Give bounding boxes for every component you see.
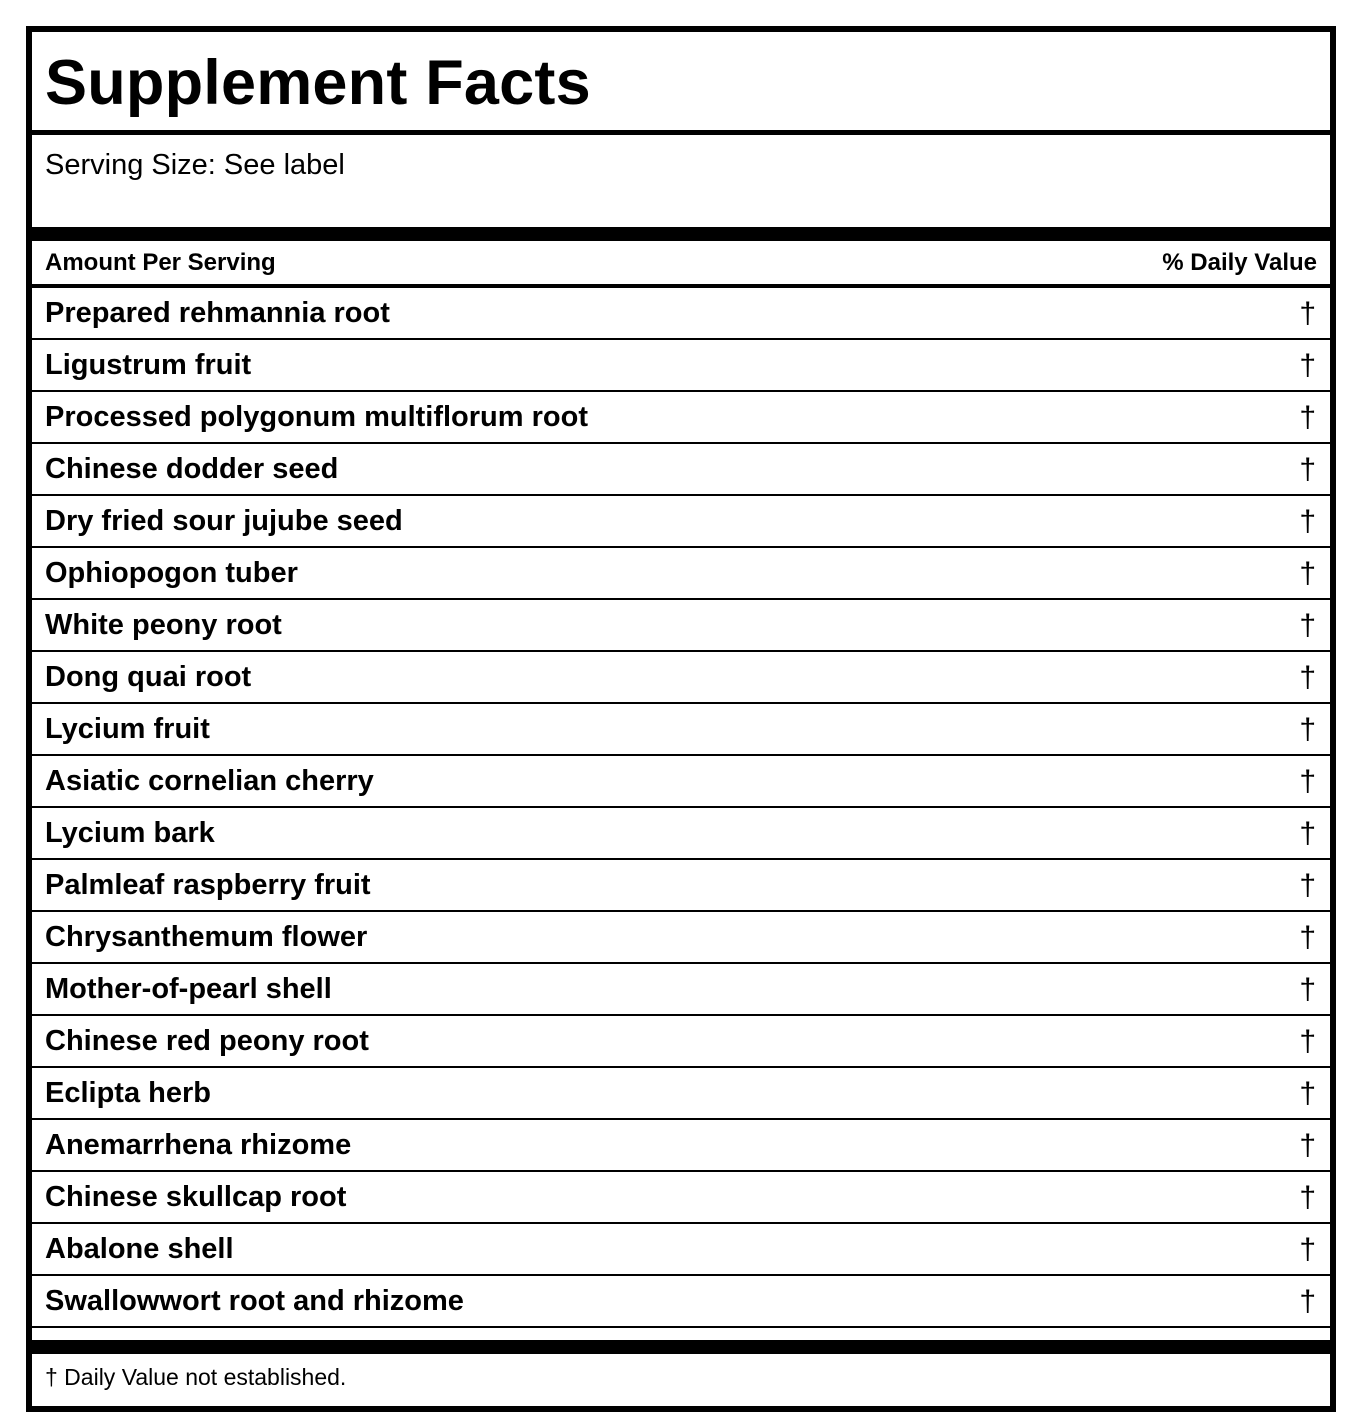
bottom-divider xyxy=(32,1328,1330,1354)
ingredient-name: Mother-of-pearl shell xyxy=(45,973,332,1005)
ingredient-name: Asiatic cornelian cherry xyxy=(45,765,374,797)
ingredient-row xyxy=(32,444,1330,496)
ingredient-row xyxy=(32,860,1330,912)
ingredient-row xyxy=(32,912,1330,964)
daily-value-dagger: † xyxy=(1299,609,1316,642)
ingredient-name: Processed polygonum multiflorum root xyxy=(45,401,588,433)
daily-value-dagger: † xyxy=(1299,453,1316,486)
serving-size-text: Serving Size: See label xyxy=(45,149,345,181)
footnote-section xyxy=(32,1354,1330,1402)
ingredient-row xyxy=(32,600,1330,652)
daily-value-dagger: † xyxy=(1299,817,1316,850)
amount-per-serving-header: Amount Per Serving xyxy=(45,249,276,276)
ingredient-name: White peony root xyxy=(45,609,282,641)
ingredient-row xyxy=(32,964,1330,1016)
ingredient-name: Swallowwort root and rhizome xyxy=(45,1285,464,1317)
ingredient-name: Dry fried sour jujube seed xyxy=(45,505,403,537)
ingredient-name: Prepared rehmannia root xyxy=(45,297,390,329)
ingredient-name: Palmleaf raspberry fruit xyxy=(45,869,371,901)
daily-value-header: % Daily Value xyxy=(1162,249,1317,276)
ingredient-name: Chinese red peony root xyxy=(45,1025,369,1057)
ingredient-name: Ligustrum fruit xyxy=(45,349,252,381)
ingredient-row xyxy=(32,1276,1330,1328)
ingredient-name: Abalone shell xyxy=(45,1233,234,1265)
page-title: Supplement Facts xyxy=(45,48,591,118)
ingredient-row xyxy=(32,756,1330,808)
ingredient-name: Dong quai root xyxy=(45,661,252,693)
ingredient-row xyxy=(32,1016,1330,1068)
ingredient-row xyxy=(32,1068,1330,1120)
daily-value-dagger: † xyxy=(1299,349,1316,382)
daily-value-dagger: † xyxy=(1299,661,1316,694)
ingredient-row xyxy=(32,548,1330,600)
daily-value-dagger: † xyxy=(1299,1181,1316,1214)
ingredient-name: Lycium bark xyxy=(45,817,215,849)
daily-value-dagger: † xyxy=(1299,401,1316,434)
ingredient-row xyxy=(32,704,1330,756)
ingredient-row xyxy=(32,1172,1330,1224)
daily-value-dagger: † xyxy=(1299,765,1316,798)
ingredient-name: Chinese dodder seed xyxy=(45,453,339,485)
ingredient-row xyxy=(32,288,1330,340)
column-header-row xyxy=(32,241,1330,288)
daily-value-dagger: † xyxy=(1299,921,1316,954)
serving-size-section xyxy=(32,135,1330,241)
ingredient-list xyxy=(32,288,1330,1328)
ingredient-row xyxy=(32,1224,1330,1276)
ingredient-row xyxy=(32,808,1330,860)
daily-value-dagger: † xyxy=(1299,1233,1316,1266)
daily-value-dagger: † xyxy=(1299,1129,1316,1162)
daily-value-dagger: † xyxy=(1299,297,1316,330)
daily-value-dagger: † xyxy=(1299,869,1316,902)
ingredient-row xyxy=(32,340,1330,392)
daily-value-dagger: † xyxy=(1299,1285,1316,1318)
supplement-facts-panel xyxy=(26,26,1336,1412)
title-section xyxy=(32,32,1330,135)
ingredient-name: Lycium fruit xyxy=(45,713,210,745)
ingredient-row xyxy=(32,392,1330,444)
ingredient-row xyxy=(32,1120,1330,1172)
daily-value-dagger: † xyxy=(1299,1077,1316,1110)
ingredient-row xyxy=(32,496,1330,548)
daily-value-dagger: † xyxy=(1299,713,1316,746)
daily-value-dagger: † xyxy=(1299,505,1316,538)
ingredient-name: Chrysanthemum flower xyxy=(45,921,368,953)
ingredient-name: Eclipta herb xyxy=(45,1077,211,1109)
footnote-text: † Daily Value not established. xyxy=(45,1364,347,1390)
daily-value-dagger: † xyxy=(1299,557,1316,590)
ingredient-name: Anemarrhena rhizome xyxy=(45,1129,352,1161)
daily-value-dagger: † xyxy=(1299,973,1316,1006)
ingredient-name: Ophiopogon tuber xyxy=(45,557,298,589)
ingredient-name: Chinese skullcap root xyxy=(45,1181,347,1213)
daily-value-dagger: † xyxy=(1299,1025,1316,1058)
ingredient-row xyxy=(32,652,1330,704)
